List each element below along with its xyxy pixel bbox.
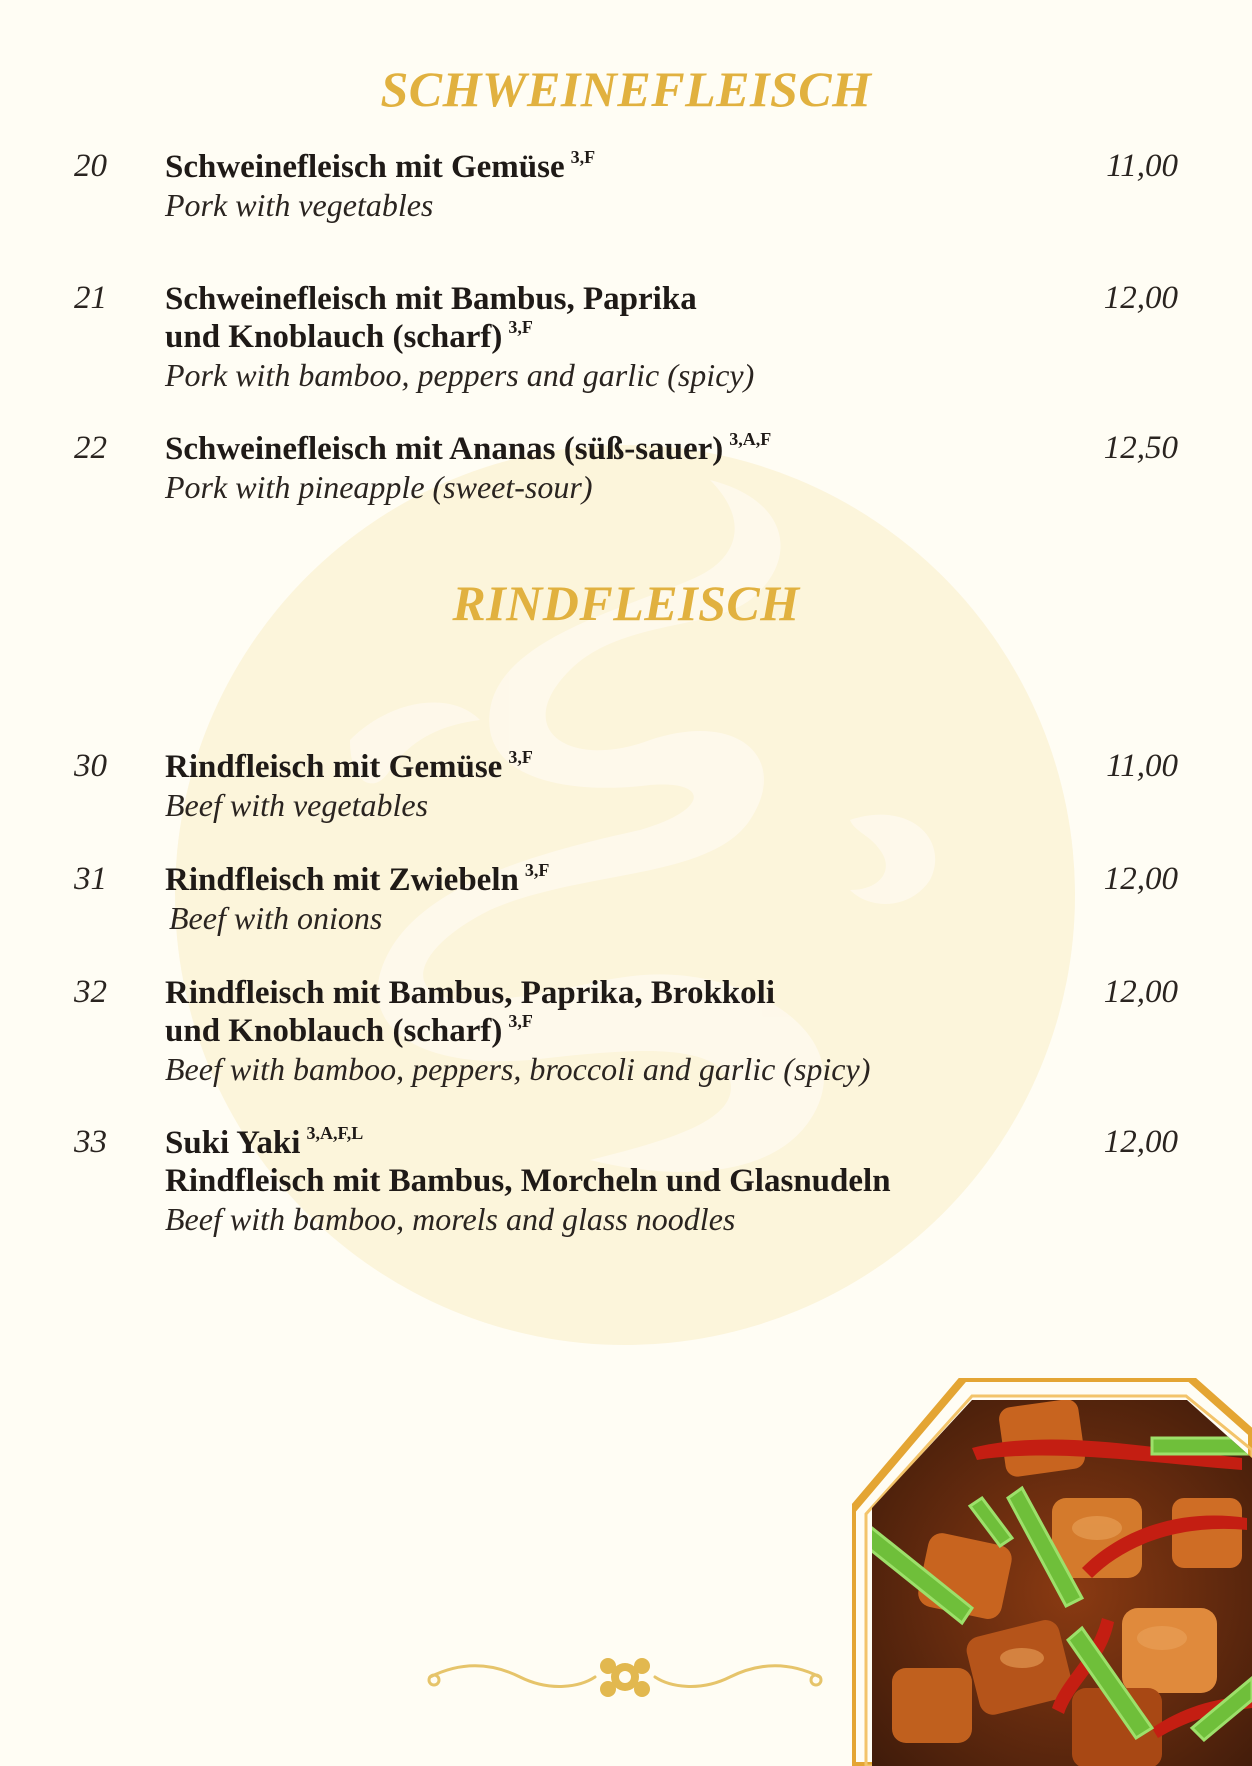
item-description: Pork with vegetables: [165, 187, 434, 223]
item-number: 30: [74, 748, 107, 784]
item-price: 12,50: [1103, 430, 1178, 466]
item-number: 22: [74, 430, 107, 466]
item-name-line: Suki Yaki: [165, 1125, 301, 1161]
item-name: [165, 1124, 1025, 1238]
food-photo: [852, 1378, 1252, 1766]
item-name-line: Schweinefleisch mit Bambus, Paprika: [165, 281, 697, 317]
allergen-codes: 3,A,F: [729, 429, 772, 449]
item-price: 12,00: [1103, 1124, 1178, 1160]
item-price: 12,00: [1103, 280, 1178, 316]
item-name: [165, 861, 1025, 937]
item-price: 11,00: [1106, 148, 1178, 184]
item-name-line: Schweinefleisch mit Gemüse: [165, 149, 565, 185]
allergen-codes: 3,F: [508, 1011, 533, 1031]
item-price: 12,00: [1103, 861, 1178, 897]
item-name-line: Rindfleisch mit Zwiebeln: [165, 862, 519, 898]
item-name-line: und Knoblauch (scharf): [165, 319, 503, 355]
item-name: [165, 748, 1025, 824]
item-name: [165, 430, 1025, 506]
item-name-line: und Knoblauch (scharf): [165, 1013, 503, 1049]
item-name: [165, 974, 1025, 1088]
item-description: Pork with pineapple (sweet-sour): [165, 469, 593, 505]
allergen-codes: 3,F: [524, 860, 550, 880]
item-name: [165, 280, 1025, 394]
item-name-line: Rindfleisch mit Bambus, Morcheln und Glasnudeln: [165, 1163, 891, 1199]
item-name-line: Schweinefleisch mit Ananas (süß-sauer): [165, 431, 724, 467]
item-name: [165, 148, 1025, 224]
allergen-codes: 3,A,F,L: [306, 1123, 364, 1143]
item-description: Beef with bamboo, peppers, broccoli and garlic (spicy): [165, 1051, 871, 1087]
item-number: 20: [74, 148, 107, 184]
item-price: 12,00: [1103, 974, 1178, 1010]
section-title-beef: RINDFLEISCH: [452, 575, 800, 631]
item-description: Beef with vegetables: [165, 787, 429, 823]
allergen-codes: 3,F: [508, 317, 533, 337]
item-number: 21: [74, 280, 107, 316]
gold-flourish-icon: [420, 1652, 830, 1702]
item-name-line: Rindfleisch mit Gemüse: [165, 749, 503, 785]
item-number: 31: [74, 861, 107, 897]
item-number: 33: [74, 1124, 107, 1160]
item-description: Beef with bamboo, morels and glass noodles: [165, 1201, 736, 1237]
item-price: 11,00: [1106, 748, 1178, 784]
item-description: Pork with bamboo, peppers and garlic (spicy): [165, 357, 755, 393]
item-number: 32: [74, 974, 107, 1010]
item-description: Beef with onions: [169, 900, 383, 936]
allergen-codes: 3,F: [570, 147, 596, 167]
section-title-pork: SCHWEINEFLEISCH: [380, 61, 872, 117]
allergen-codes: 3,F: [508, 747, 533, 767]
item-name-line: Rindfleisch mit Bambus, Paprika, Brokkoli: [165, 975, 776, 1011]
